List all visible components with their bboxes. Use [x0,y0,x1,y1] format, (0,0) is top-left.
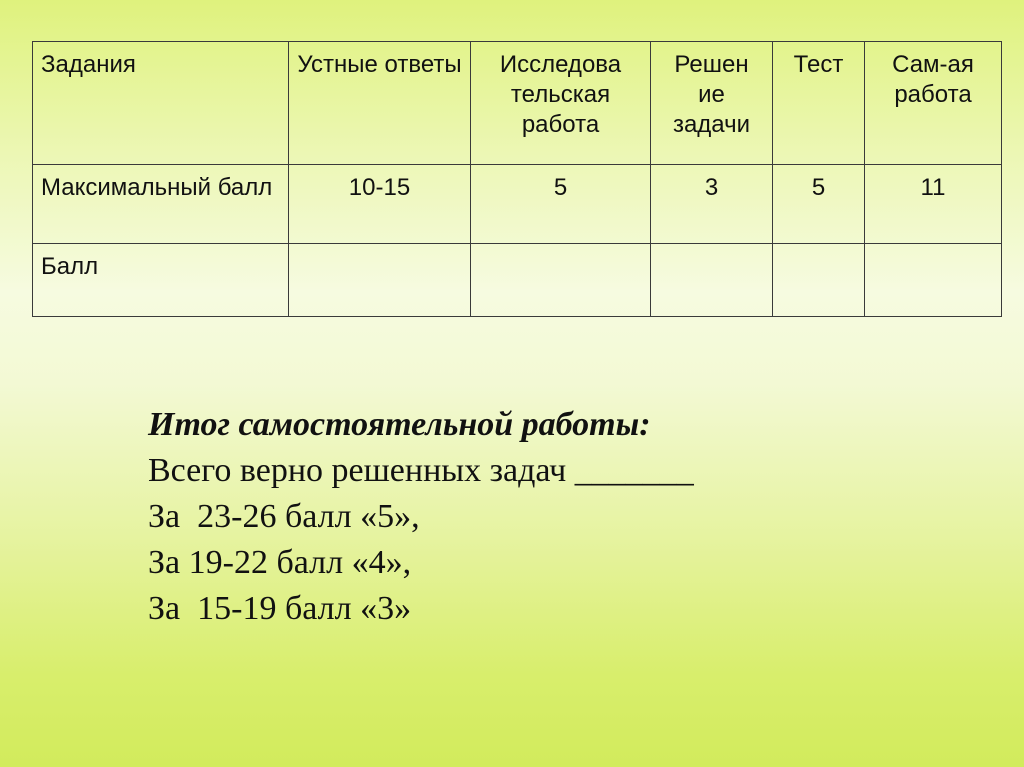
grade-4-criterion: За 19-22 балл «4», [148,544,412,581]
table-row-max-score [33,165,1002,244]
max-score-research-work: 5 [471,165,651,244]
header-cell-tasks: Задания [33,42,289,165]
score-table [32,41,1002,317]
header-cell-test: Тест [773,42,865,165]
row-label-score: Балл [33,244,289,317]
score-cell-oral-answers [289,244,471,317]
max-score-test: 5 [773,165,865,244]
summary-block [148,402,694,632]
max-score-oral-answers: 10-15 [289,165,471,244]
table-row-score [33,244,1002,317]
score-cell-test [773,244,865,317]
score-cell-problem-solving [651,244,773,317]
max-score-independent-work: 11 [865,165,1002,244]
grade-3-criterion: За 15-19 балл «3» [148,590,412,627]
summary-total-solved: Всего верно решенных задач _______ [148,452,694,489]
header-cell-problem-solving: Решен ие задачи [651,42,773,165]
max-score-problem-solving: 3 [651,165,773,244]
table-header-row [33,42,1002,165]
header-cell-independent-work: Сам-ая работа [865,42,1002,165]
header-cell-oral-answers: Устные ответы [289,42,471,165]
header-cell-research-work: Исследова тельская работа [471,42,651,165]
score-cell-research-work [471,244,651,317]
grade-5-criterion: За 23-26 балл «5», [148,498,420,535]
summary-title: Итог самостоятельной работы: [148,406,651,443]
row-label-max-score: Максимальный балл [33,165,289,244]
score-cell-independent-work [865,244,1002,317]
